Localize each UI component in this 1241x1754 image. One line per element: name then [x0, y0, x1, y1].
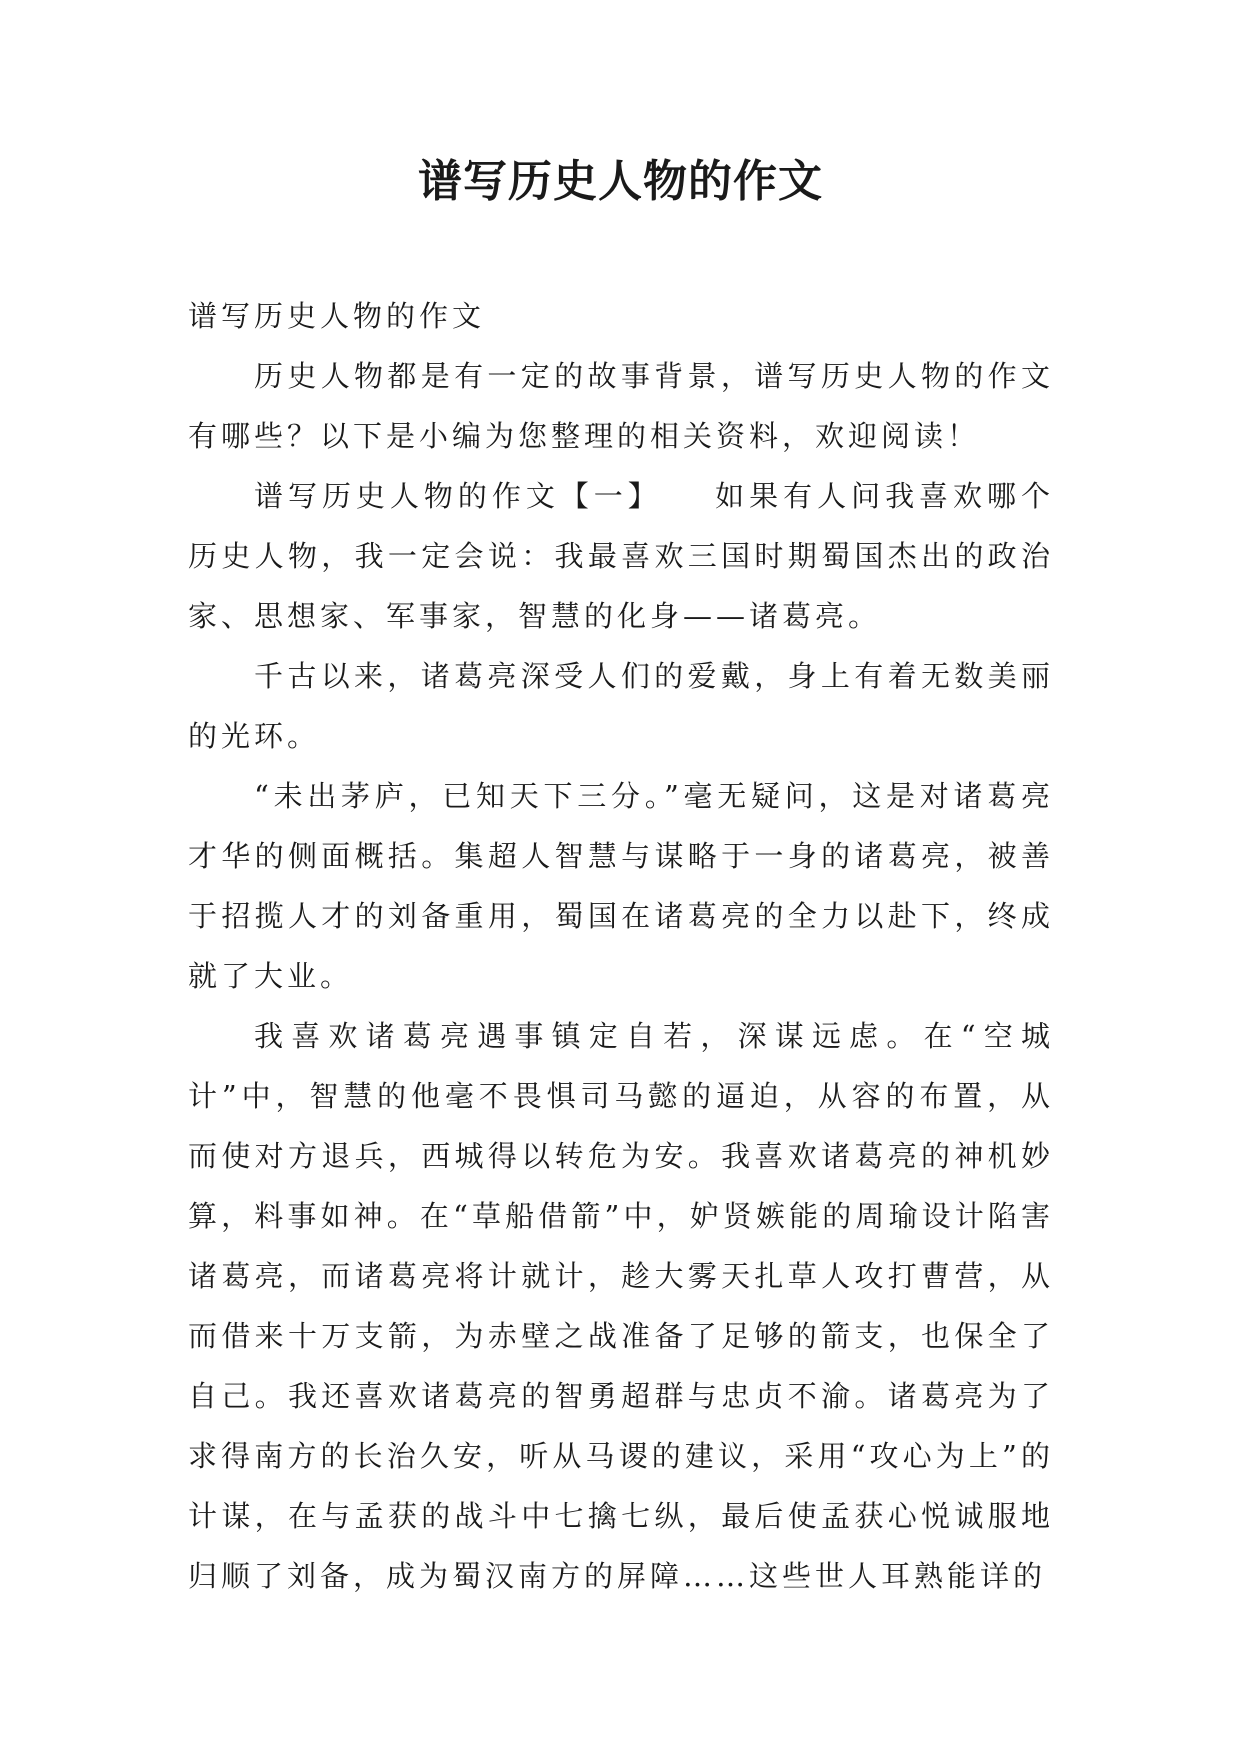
paragraph-essay-one-opening: 谱写历史人物的作文【一】 如果有人问我喜欢哪个历史人物，我一定会说：我最喜欢三国时期蜀国杰出的政治家、思想家、军事家，智慧的化身——诸葛亮。 — [188, 479, 1054, 633]
document-title: 谱写历史人物的作文 — [418, 156, 823, 207]
paragraph-intro: 历史人物都是有一定的故事背景，谱写历史人物的作文有哪些？以下是小编为您整理的相关资料，欢迎阅读！ — [188, 359, 1054, 453]
document-body — [188, 286, 1054, 1606]
paragraph-stories: 我喜欢诸葛亮遇事镇定自若，深谋远虑。在“空城计”中，智慧的他毫不畏惧司马懿的逼迫，从容的布置，从而使对方退兵，西城得以转危为安。我喜欢诸葛亮的神机妙算，料事如神。在“草船借箭”中，妒贤嫉能的周瑜设计陷害诸葛亮，而诸葛亮将计就计，趁大雾天扎草人攻打曹营，从而借来十万支箭，为赤壁之战准备了足够的箭支，也保全了自己。我还喜欢诸葛亮的智勇超群与忠贞不渝。诸葛亮为了求得南方的长治久安，听从马谡的建议，采用“攻心为上”的计谋，在与孟获的战斗中七擒七纵，最后使孟获心悦诚服地归顺了刘备，成为蜀汉南方的屏障……这些世人耳熟能详的 — [188, 1019, 1054, 1593]
paragraph-admiration: 千古以来，诸葛亮深受人们的爱戴，身上有着无数美丽的光环。 — [188, 659, 1054, 753]
paragraph-talent: “未出茅庐，已知天下三分。”毫无疑问，这是对诸葛亮才华的侧面概括。集超人智慧与谋略于一身的诸葛亮，被善于招揽人才的刘备重用，蜀国在诸葛亮的全力以赴下，终成就了大业。 — [188, 779, 1054, 993]
paragraph-heading: 谱写历史人物的作文 — [188, 299, 486, 333]
